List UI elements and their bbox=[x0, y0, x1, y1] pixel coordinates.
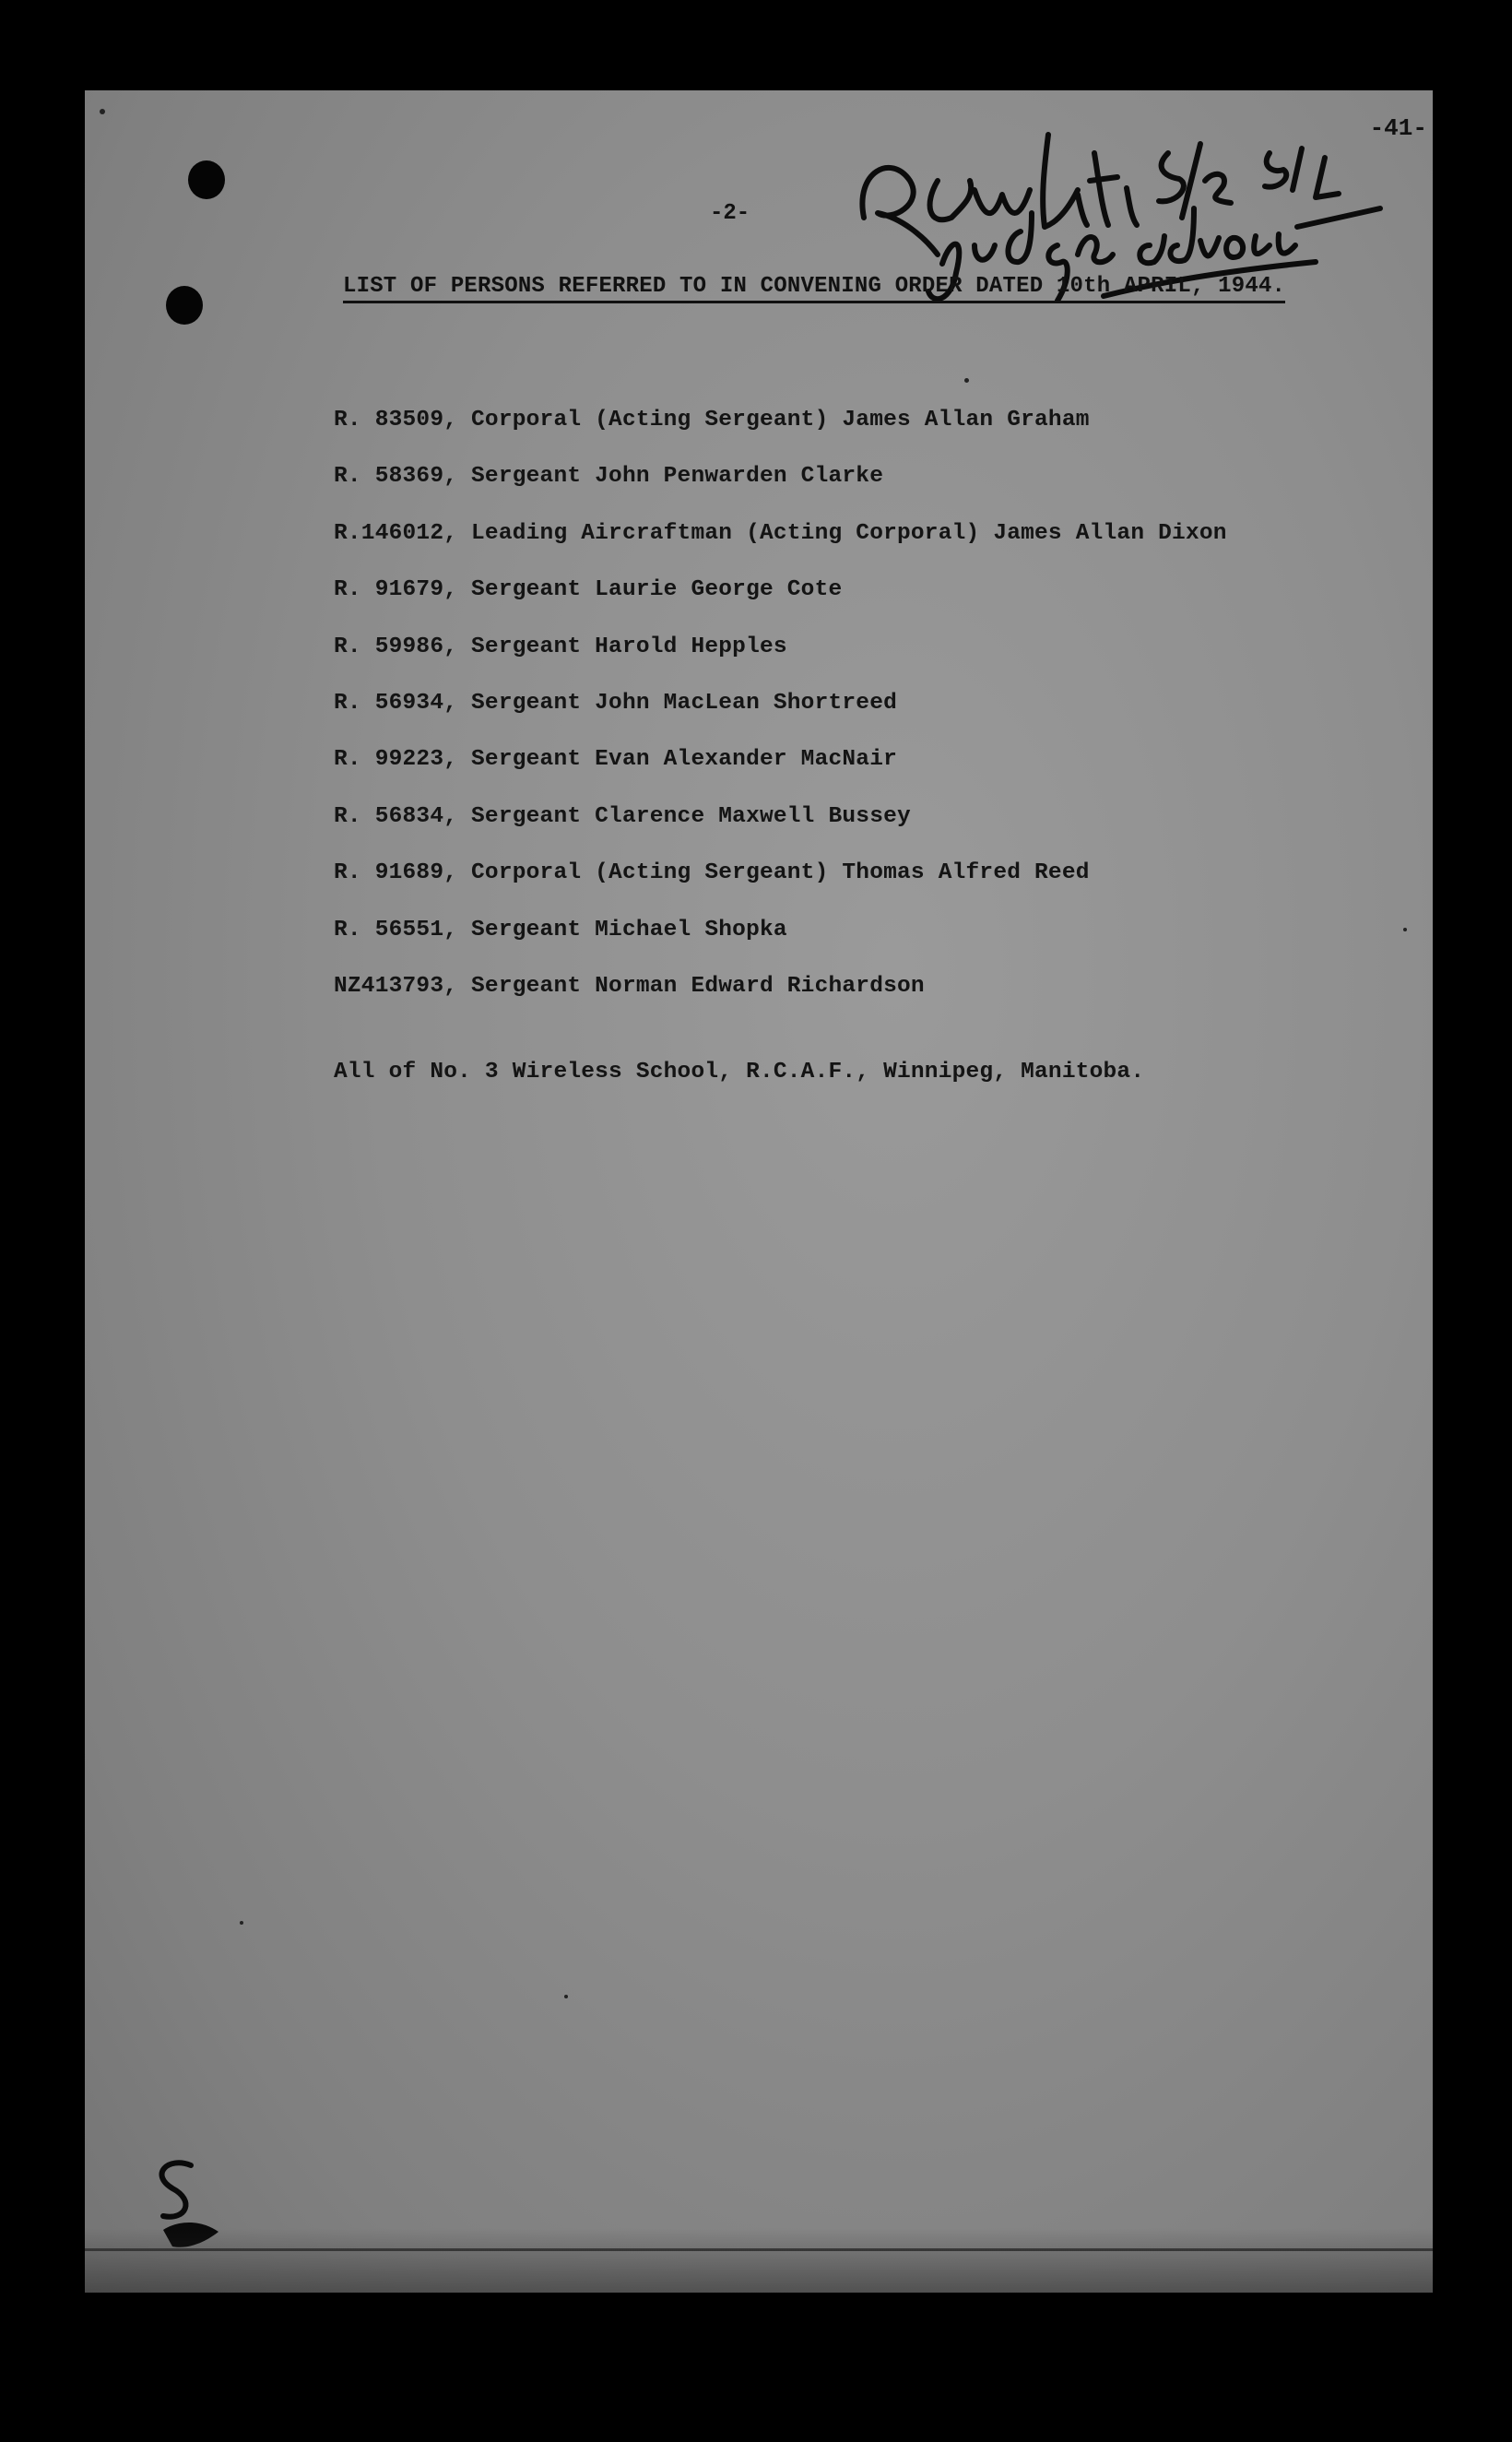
paper-speck bbox=[564, 1995, 568, 1998]
document-title: LIST OF PERSONS REFERRED TO IN CONVENING ORDER DATED 10th APRIL, 1944. bbox=[343, 274, 1285, 303]
list-item: R. 56834, Sergeant Clarence Maxwell Bussey bbox=[334, 803, 911, 829]
list-item: R. 56934, Sergeant John MacLean Shortreed bbox=[334, 690, 897, 716]
list-item: R.146012, Leading Aircraftman (Acting Corporal) James Allan Dixon bbox=[334, 520, 1227, 546]
list-item: R. 91689, Corporal (Acting Sergeant) Thomas Alfred Reed bbox=[334, 860, 1090, 886]
list-item: R. 56551, Sergeant Michael Shopka bbox=[334, 917, 787, 942]
paper-speck bbox=[100, 109, 105, 114]
corner-page-number: -41- bbox=[1369, 114, 1427, 142]
unit-statement: All of No. 3 Wireless School, R.C.A.F., Winnipeg, Manitoba. bbox=[334, 1060, 1145, 1085]
personnel-list bbox=[334, 408, 1227, 1030]
document-page bbox=[85, 90, 1433, 2293]
list-item: R. 99223, Sergeant Evan Alexander MacNair bbox=[334, 747, 897, 773]
bottom-rule bbox=[85, 2248, 1433, 2251]
punch-hole-top bbox=[188, 160, 225, 199]
paper-speck bbox=[240, 1921, 243, 1925]
list-item: R. 58369, Sergeant John Penwarden Clarke bbox=[334, 464, 884, 490]
list-item: R. 91679, Sergeant Laurie George Cote bbox=[334, 577, 843, 603]
list-item: R. 59986, Sergeant Harold Hepples bbox=[334, 634, 787, 659]
page-number: -2- bbox=[710, 201, 750, 226]
paper-speck bbox=[964, 378, 969, 383]
margin-scribble-mark bbox=[136, 2147, 237, 2258]
list-item: R. 83509, Corporal (Acting Sergeant) James Allan Graham bbox=[334, 408, 1090, 433]
list-item: NZ413793, Sergeant Norman Edward Richardson bbox=[334, 973, 925, 999]
punch-hole-bottom bbox=[166, 286, 203, 325]
paper-speck bbox=[1403, 928, 1407, 931]
